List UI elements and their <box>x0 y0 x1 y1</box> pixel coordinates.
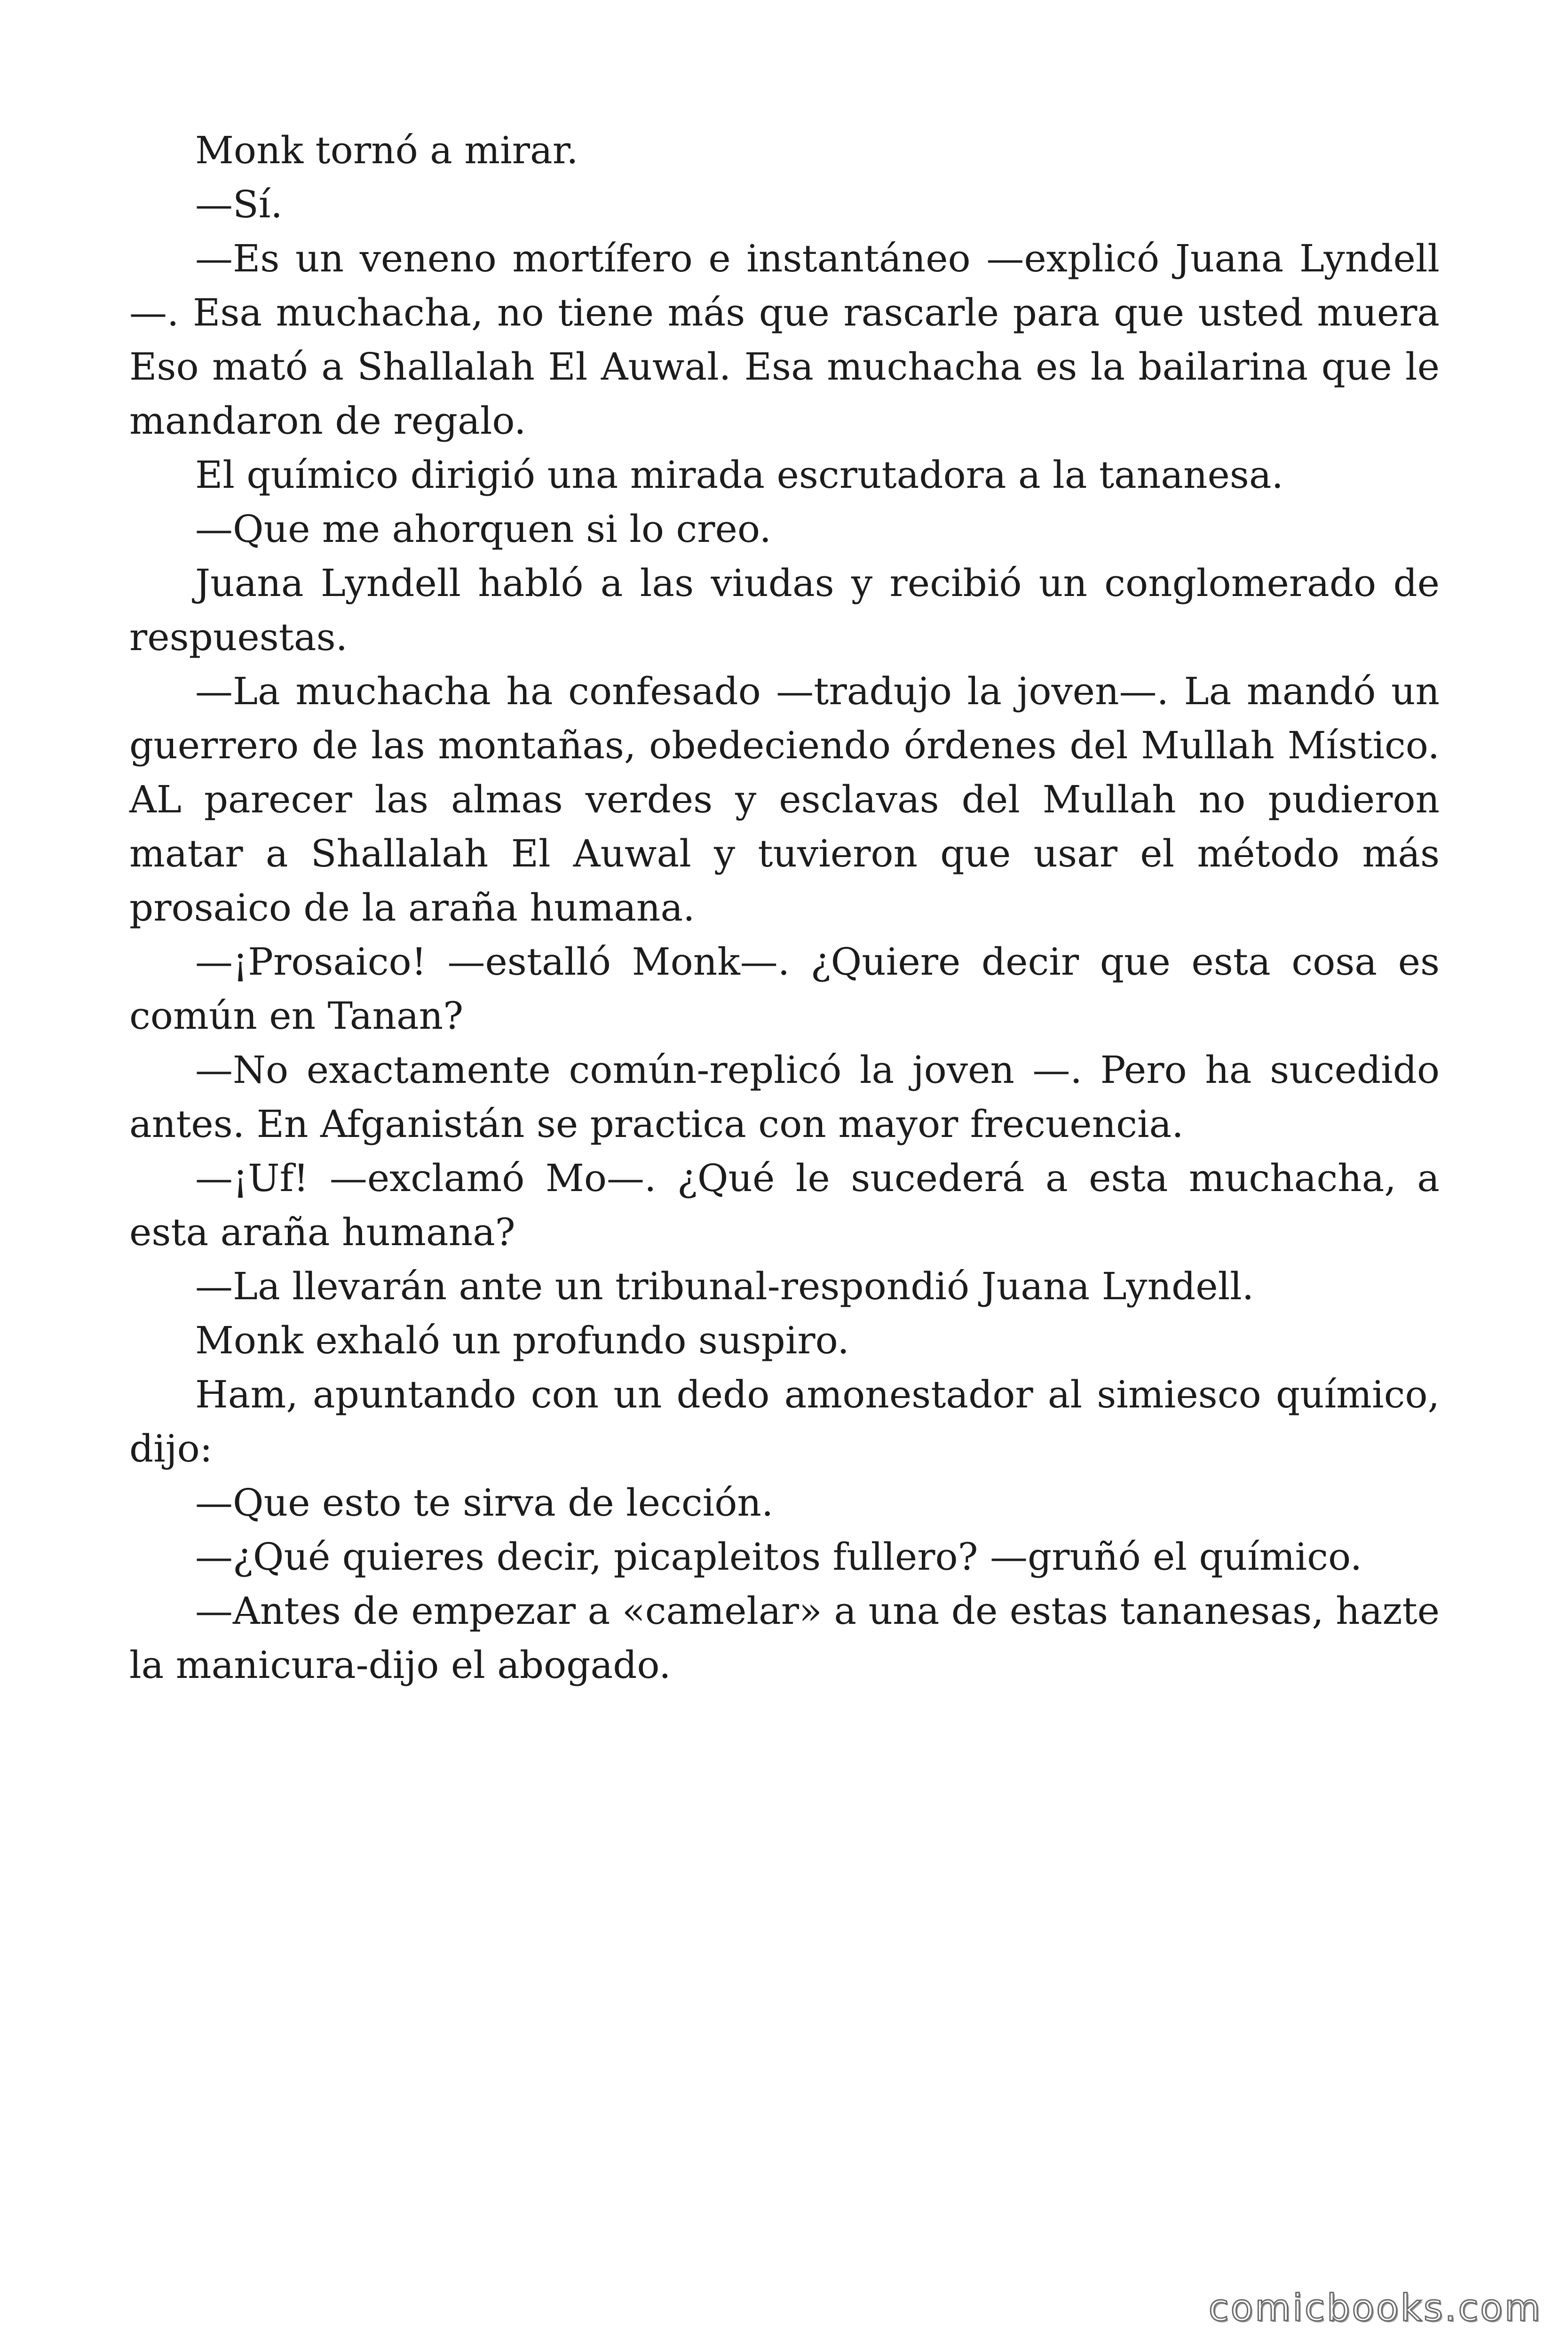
paragraph-11: —La llevarán ante un tribunal-respondió Juana Lyndell. <box>195 1264 1254 1308</box>
paragraph-1: Monk tornó a mirar. <box>195 128 578 172</box>
paragraph-3: —Es un veneno mortífero e instantáneo —explicó Juana Lyndell —. Esa muchacha, no tiene más que rascarle para que usted muera Eso mató a Shallalah El Auwal. Esa muchacha es la bailarina que le mandaron de regalo. <box>129 237 1440 443</box>
paragraph-16: —Antes de empezar a «camelar» a una de estas tananesas, hazte la manicura-dijo el abogado. <box>129 1589 1440 1687</box>
paragraph-6: Juana Lyndell habló a las viudas y recibió un conglomerado de respuestas. <box>129 561 1440 659</box>
paragraph-5: —Que me ahorquen si lo creo. <box>195 507 771 551</box>
watermark: comicbooks.com <box>1208 2287 1542 2329</box>
page-body <box>129 123 1440 1692</box>
paragraph-14: —Que esto te sirva de lección. <box>195 1481 774 1525</box>
paragraph-13: Ham, apuntando con un dedo amonestador al simiesco químico, dijo: <box>129 1373 1440 1470</box>
paragraph-7: —La muchacha ha confesado —tradujo la joven—. La mandó un guerrero de las montañas, obedeciendo órdenes del Mullah Místico. AL parecer las almas verdes y esclavas del Mullah no pudieron matar a Shallalah El Auwal y tuvieron que usar el método más prosaico de la araña humana. <box>129 669 1440 930</box>
paragraph-10: —¡Uf! —exclamó Mo—. ¿Qué le sucederá a esta muchacha, a esta araña humana? <box>129 1156 1440 1254</box>
paragraph-2: —Sí. <box>195 183 283 226</box>
paragraph-8: —¡Prosaico! —estalló Monk—. ¿Quiere decir que esta cosa es común en Tanan? <box>129 940 1440 1038</box>
paragraph-9: —No exactamente común-replicó la joven —. Pero ha sucedido antes. En Afganistán se practica con mayor frecuencia. <box>129 1048 1440 1146</box>
paragraph-4: El químico dirigió una mirada escrutadora a la tananesa. <box>195 453 1283 497</box>
paragraph-12: Monk exhaló un profundo suspiro. <box>195 1319 849 1362</box>
paragraph-15: —¿Qué quieres decir, picapleitos fullero? —gruñó el químico. <box>195 1535 1362 1579</box>
